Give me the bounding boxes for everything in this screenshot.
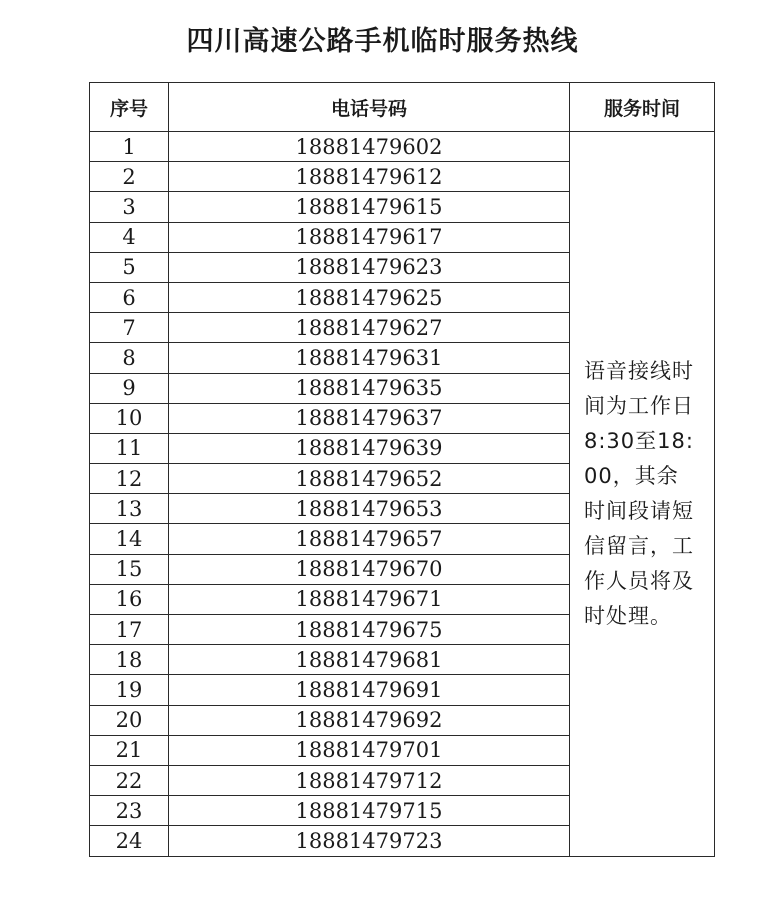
row-seq: 17 bbox=[90, 615, 169, 645]
row-phone: 18881479637 bbox=[169, 403, 570, 433]
service-time-text: 语音接线时间为工作日8:30至18:00，其余时间段请短信留言，工作人员将及时处理。 bbox=[584, 358, 694, 628]
row-seq: 22 bbox=[90, 765, 169, 795]
row-phone: 18881479671 bbox=[169, 584, 570, 614]
row-seq: 19 bbox=[90, 675, 169, 705]
row-phone: 18881479692 bbox=[169, 705, 570, 735]
row-seq: 12 bbox=[90, 464, 169, 494]
row-phone: 18881479675 bbox=[169, 615, 570, 645]
row-seq: 7 bbox=[90, 313, 169, 343]
row-seq: 9 bbox=[90, 373, 169, 403]
row-phone: 18881479639 bbox=[169, 433, 570, 463]
row-phone: 18881479627 bbox=[169, 313, 570, 343]
row-seq: 3 bbox=[90, 192, 169, 222]
row-phone: 18881479723 bbox=[169, 826, 570, 856]
row-phone: 18881479657 bbox=[169, 524, 570, 554]
row-phone: 18881479625 bbox=[169, 282, 570, 312]
row-phone: 18881479623 bbox=[169, 252, 570, 282]
row-phone: 18881479631 bbox=[169, 343, 570, 373]
row-seq: 13 bbox=[90, 494, 169, 524]
row-seq: 20 bbox=[90, 705, 169, 735]
row-seq: 10 bbox=[90, 403, 169, 433]
row-seq: 24 bbox=[90, 826, 169, 856]
table-header-row bbox=[90, 83, 715, 132]
row-seq: 15 bbox=[90, 554, 169, 584]
row-phone: 18881479691 bbox=[169, 675, 570, 705]
row-seq: 6 bbox=[90, 282, 169, 312]
table-row bbox=[90, 132, 715, 162]
row-phone: 18881479617 bbox=[169, 222, 570, 252]
row-phone: 18881479701 bbox=[169, 735, 570, 765]
row-phone: 18881479652 bbox=[169, 464, 570, 494]
row-seq: 23 bbox=[90, 796, 169, 826]
row-phone: 18881479712 bbox=[169, 765, 570, 795]
row-phone: 18881479715 bbox=[169, 796, 570, 826]
row-phone: 18881479602 bbox=[169, 132, 570, 162]
document-title: 四川高速公路手机临时服务热线 bbox=[186, 26, 579, 57]
row-seq: 21 bbox=[90, 735, 169, 765]
header-seq: 序号 bbox=[90, 83, 169, 132]
row-seq: 2 bbox=[90, 162, 169, 192]
table-body bbox=[90, 132, 715, 857]
row-seq: 5 bbox=[90, 252, 169, 282]
row-seq: 1 bbox=[90, 132, 169, 162]
row-seq: 8 bbox=[90, 343, 169, 373]
service-time-cell bbox=[570, 132, 715, 857]
row-phone: 18881479612 bbox=[169, 162, 570, 192]
row-seq: 4 bbox=[90, 222, 169, 252]
row-seq: 18 bbox=[90, 645, 169, 675]
hotline-table bbox=[89, 82, 715, 857]
row-phone: 18881479615 bbox=[169, 192, 570, 222]
row-phone: 18881479635 bbox=[169, 373, 570, 403]
row-seq: 16 bbox=[90, 584, 169, 614]
header-service-time: 服务时间 bbox=[570, 83, 715, 132]
row-seq: 14 bbox=[90, 524, 169, 554]
row-phone: 18881479681 bbox=[169, 645, 570, 675]
row-phone: 18881479670 bbox=[169, 554, 570, 584]
row-phone: 18881479653 bbox=[169, 494, 570, 524]
row-seq: 11 bbox=[90, 433, 169, 463]
header-phone: 电话号码 bbox=[169, 83, 570, 132]
